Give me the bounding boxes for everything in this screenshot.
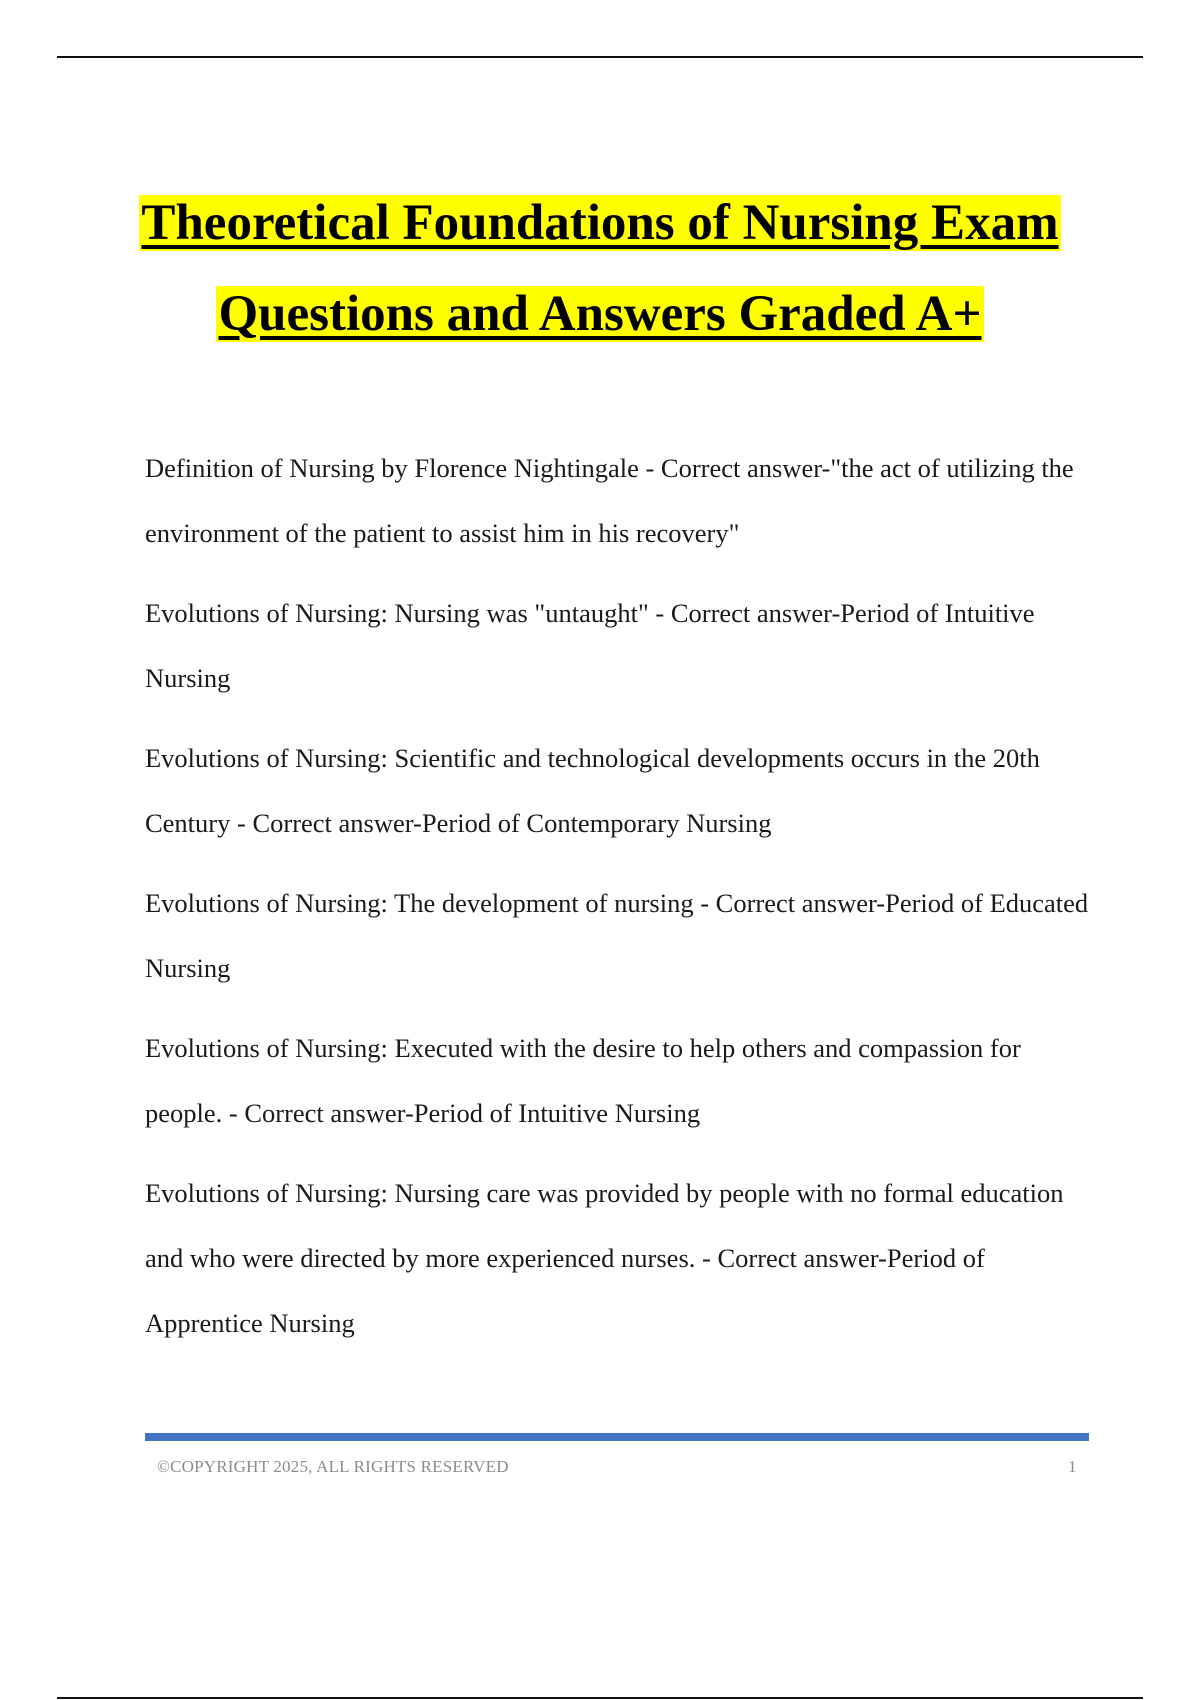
qa-item-2: Evolutions of Nursing: Nursing was "untaught" - Correct answer-Period of Intuitive Nursing [145,598,1035,693]
qa-item-3: Evolutions of Nursing: Scientific and technological developments occurs in the 20th Century - Correct answer-Period of Contemporary Nursing [145,743,1040,838]
qa-item-1: Definition of Nursing by Florence Nightingale - Correct answer-"the act of utilizing the environment of the patient to assist him in his recovery" [145,453,1074,548]
footer-copyright: ©COPYRIGHT 2025, ALL RIGHTS RESERVED [157,1457,509,1476]
title-line-2: Questions and Answers Graded A+ [218,286,982,342]
qa-item-6: Evolutions of Nursing: Nursing care was provided by people with no formal education and who were directed by more experienced nurses. - Correct answer-Period of Apprentice Nursing [145,1178,1064,1338]
footer-divider-bar [145,1433,1089,1441]
qa-list [145,436,1095,1371]
title-line-1: Theoretical Foundations of Nursing Exam [141,195,1059,251]
qa-item-5: Evolutions of Nursing: Executed with the desire to help others and compassion for people. - Correct answer-Period of Intuitive Nursing [145,1033,1021,1128]
qa-item-4: Evolutions of Nursing: The development of nursing - Correct answer-Period of Educated Nursing [145,888,1089,983]
bottom-page-rule [57,1697,1143,1699]
footer-page-number: 1 [1068,1457,1077,1476]
top-page-rule [57,56,1143,58]
page-title [0,178,1200,360]
